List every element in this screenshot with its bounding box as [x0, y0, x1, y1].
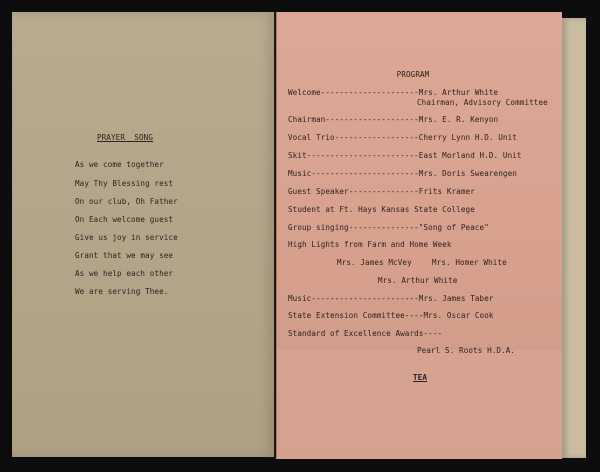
program-line-state-extension: State Extension Committee----Mrs. Oscar Cook — [288, 311, 494, 320]
program-line-welcome: Welcome---------------------Mrs. Arthur White — [288, 88, 499, 97]
prayer-line: Grant that we may see — [75, 251, 174, 260]
program-line-signature: Pearl S. Roots H.D.A. — [417, 346, 516, 355]
program-line-group-singing: Group singing---------------"Song of Peace" — [288, 223, 489, 232]
prayer-line: On Each welcome guest — [75, 215, 174, 224]
prayer-song-title: PRAYER SONG — [96, 133, 154, 142]
prayer-line: May Thy Blessing rest — [75, 179, 174, 188]
program-line-standard-awards: Standard of Excellence Awards---- — [288, 329, 443, 338]
program-line-music: Music-----------------------Mrs. Doris Swearengen — [288, 169, 517, 178]
program-line-vocal-trio: Vocal Trio------------------Cherry Lynn H.D. Unit — [288, 133, 517, 142]
program-line-highlights: High Lights from Farm and Home Week — [288, 240, 452, 249]
program-line-chairman: Chairman--------------------Mrs. E. R. Kenyon — [288, 115, 499, 124]
program-line-skit: Skit------------------------East Morland H.D. Unit — [288, 151, 522, 160]
right-page-lower-fold — [276, 350, 562, 459]
prayer-line: As we come together — [75, 160, 164, 169]
program-footer: TEA — [412, 373, 428, 382]
program-line-name: Mrs. Homer White — [432, 258, 507, 267]
prayer-line: We are serving Thee. — [75, 287, 169, 296]
program-line-welcome-role: Chairman, Advisory Committee — [417, 98, 548, 107]
prayer-line: Give us joy in service — [75, 233, 178, 242]
program-title: PROGRAM — [396, 70, 430, 79]
prayer-line: As we help each other — [75, 269, 174, 278]
program-line-name: Mrs. James McVey — [337, 258, 412, 267]
program-line-name: Mrs. Arthur White — [378, 276, 458, 285]
program-line-guest-speaker: Guest Speaker---------------Frits Kramer — [288, 187, 475, 196]
back-cover-edge — [562, 18, 586, 458]
program-line-music-2: Music-----------------------Mrs. James Taber — [288, 294, 494, 303]
center-fold — [274, 12, 277, 457]
program-line-student: Student at Ft. Hays Kansas State College — [288, 205, 475, 214]
prayer-line: On our club, Oh Father — [75, 197, 178, 206]
